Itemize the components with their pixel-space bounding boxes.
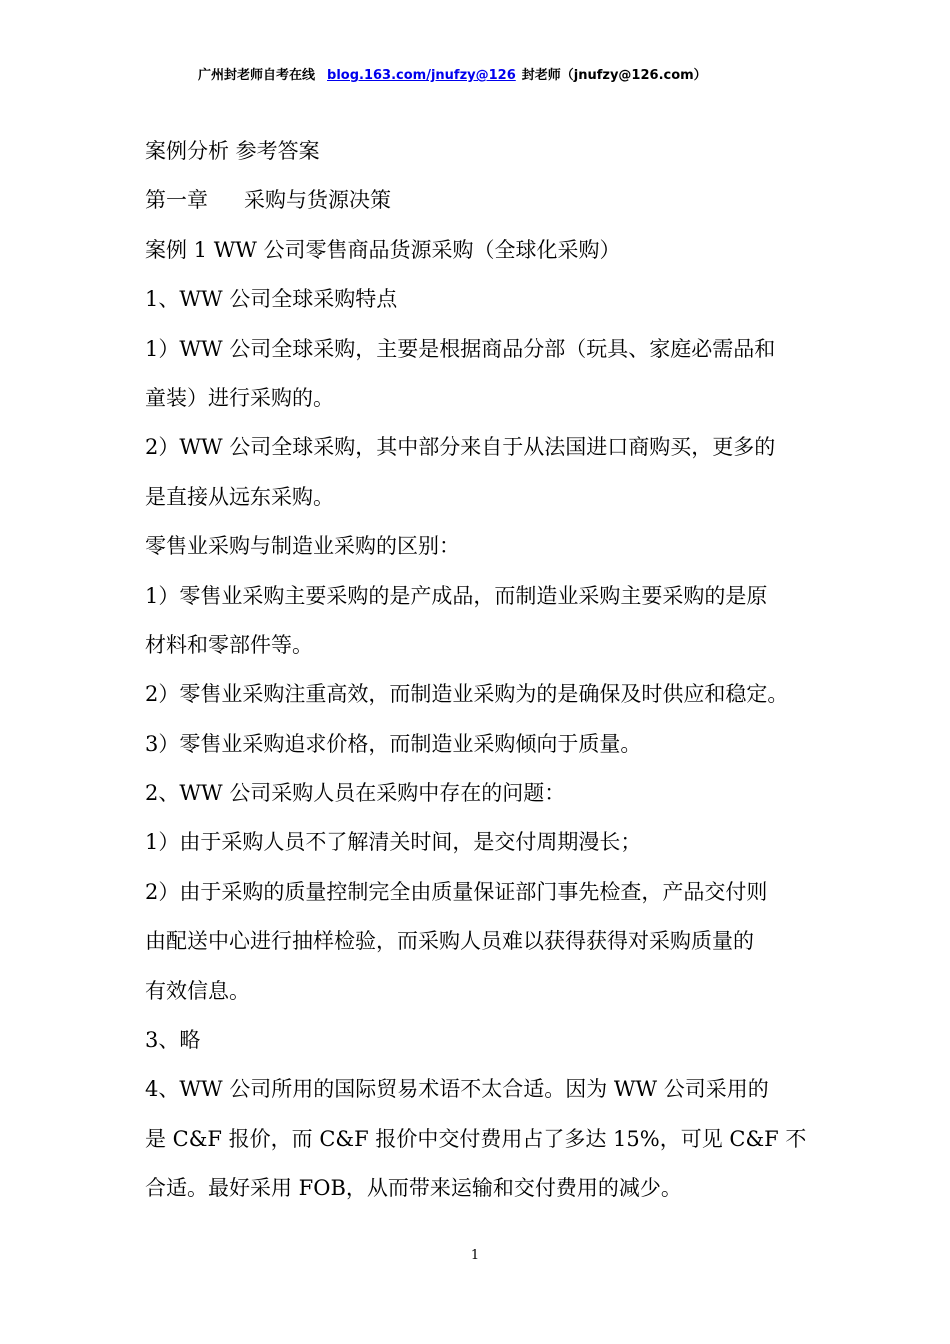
paragraph-line: 2）由于采购的质量控制完全由质量保证部门事先检查，产品交付则 [145,879,768,904]
paragraph-line: 4、WW 公司所用的国际贸易术语不太合适。因为 WW 公司采用的 [145,1077,769,1102]
paragraph-line: 1）WW 公司全球采购，主要是根据商品分部（玩具、家庭必需品和 [145,336,776,361]
paragraph-line: 材料和零部件等。 [145,632,313,657]
chapter-heading [145,176,817,225]
paragraph-line: 2）WW 公司全球采购，其中部分来自于从法国进口商购买，更多的 [145,435,776,460]
paragraph-line: 合适。最好采用 FOB，从而带来运输和交付费用的减少。 [145,1176,682,1201]
paragraph-line: 3）零售业采购追求价格，而制造业采购倾向于质量。 [145,731,642,756]
paragraph-line: 是 C&F 报价，而 C&F 报价中交付费用占了多达 15%，可见 C&F 不 [145,1126,807,1151]
page-header [198,66,707,86]
paragraph-line: 由配送中心进行抽样检验，而采购人员难以获得获得对采购质量的 [145,929,754,954]
case-heading: 案例 1 WW 公司零售商品货源采购（全球化采购） [145,237,621,262]
chapter-number: 第一章 [145,188,208,213]
header-contact: 封老师（jnufzy@126.com） [521,68,707,83]
page-number: 1 [470,1248,480,1263]
document-title: 案例分析 参考答案 [145,139,320,163]
paragraph-line: 有效信息。 [145,978,250,1003]
section-heading: 3、略 [145,1028,201,1053]
chapter-title: 采购与货源决策 [244,188,391,213]
header-blog-link[interactable]: blog.163.com/jnufzy@126 [327,68,516,83]
document-body [145,127,817,1214]
section-heading: 2、WW 公司采购人员在采购中存在的问题： [145,781,566,806]
paragraph-line: 1）零售业采购主要采购的是产成品，而制造业采购主要采购的是原 [145,583,768,608]
header-site-name: 广州封老师自考在线 [198,68,316,83]
paragraph-line: 童装）进行采购的。 [145,385,334,410]
paragraph-line: 2）零售业采购注重高效，而制造业采购为的是确保及时供应和稳定。 [145,682,789,707]
subsection-heading: 零售业采购与制造业采购的区别： [145,534,460,559]
section-heading: 1、WW 公司全球采购特点 [145,287,398,312]
paragraph-line: 是直接从远东采购。 [145,484,334,509]
paragraph-line: 1）由于采购人员不了解清关时间，是交付周期漫长； [145,830,642,855]
